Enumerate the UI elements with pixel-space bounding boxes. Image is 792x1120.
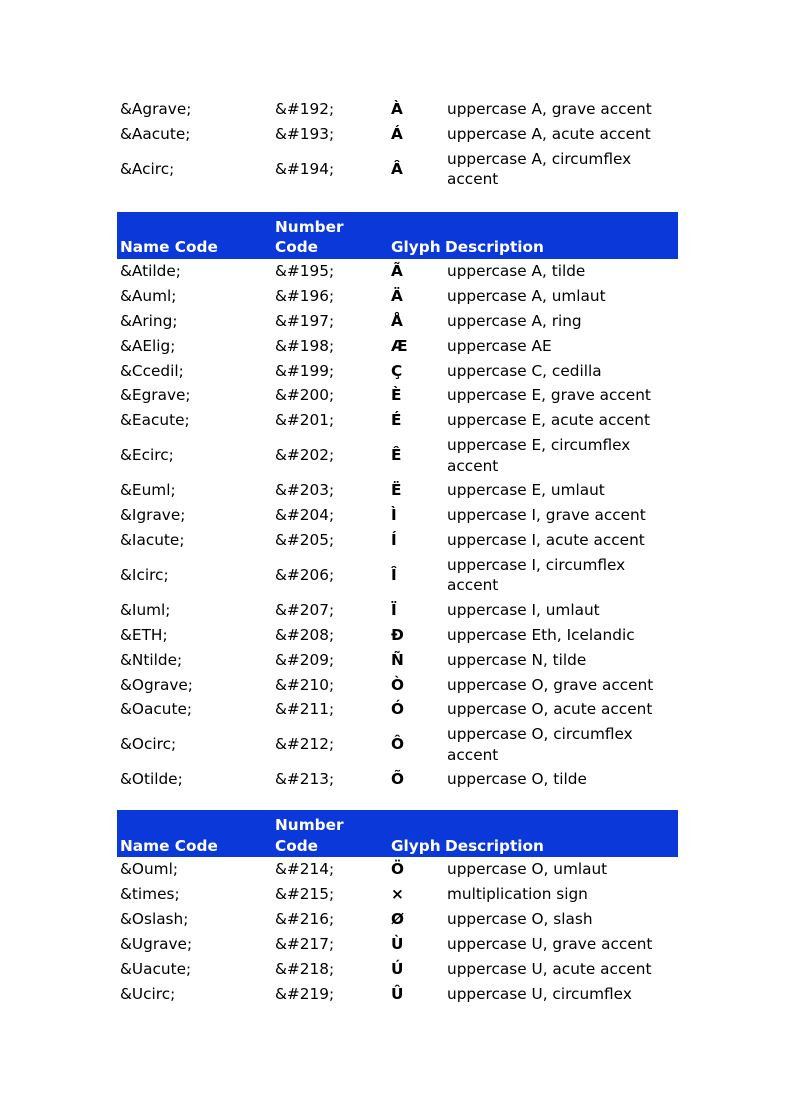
entity-description-cell: uppercase O, tilde: [447, 770, 587, 789]
entity-glyph-cell: Î: [391, 565, 397, 584]
table-row: [117, 309, 678, 334]
entity-glyph-cell: Ï: [391, 600, 397, 619]
entity-name-cell: &Ecirc;: [120, 446, 174, 465]
entity-glyph-cell: Ó: [391, 700, 405, 719]
entity-number-cell: &#198;: [275, 336, 335, 355]
entity-name-cell: &Ucirc;: [120, 984, 176, 1003]
entity-name-cell: &Eacute;: [120, 411, 190, 430]
entity-glyph-cell: Á: [391, 125, 403, 144]
entity-name-cell: &Acirc;: [120, 160, 175, 179]
entity-description-cell: uppercase O, slash: [447, 910, 593, 928]
entity-description-cell: uppercase N, tilde: [447, 650, 587, 669]
entity-description-cell: uppercase A, ring: [447, 311, 582, 330]
header-name-code: Name Code: [117, 810, 272, 857]
entity-glyph-cell: Ö: [391, 860, 405, 879]
entity-glyph-cell: Æ: [391, 336, 408, 355]
entity-glyph-cell: Ì: [391, 506, 397, 525]
entity-number-cell: &#212;: [275, 735, 335, 754]
entity-number-cell: &#200;: [275, 386, 335, 405]
entity-glyph-cell: Ò: [391, 675, 405, 694]
entity-number-cell: &#197;: [275, 311, 335, 330]
entity-glyph-cell: Â: [391, 160, 403, 179]
entity-description-cell: uppercase E, circumflex accent: [447, 436, 631, 475]
entity-name-cell: &Atilde;: [120, 261, 181, 280]
entity-description-cell: uppercase O, grave accent: [447, 675, 654, 694]
entity-name-cell: &Ouml;: [120, 860, 178, 879]
entity-glyph-cell: Ú: [391, 959, 404, 978]
entity-description-cell: uppercase I, grave accent: [447, 506, 646, 525]
entity-name-cell: &Uacute;: [120, 959, 192, 978]
entity-number-cell: &#195;: [275, 261, 335, 280]
entity-description-cell: uppercase E, acute accent: [447, 411, 650, 430]
entity-number-cell: &#206;: [275, 565, 335, 584]
table-row: [117, 672, 678, 697]
entity-name-cell: &Ograve;: [120, 675, 193, 694]
entity-table-2: [117, 212, 678, 792]
entity-glyph-cell: Õ: [391, 770, 405, 789]
entity-name-cell: &Oslash;: [120, 910, 189, 928]
table-row: [117, 553, 678, 598]
header-glyph: Glyph: [388, 212, 445, 259]
entity-name-cell: &times;: [120, 885, 180, 904]
entity-description-cell: uppercase C, cedilla: [447, 361, 602, 380]
entity-number-cell: &#215;: [275, 885, 335, 904]
entity-number-cell: &#202;: [275, 446, 335, 465]
entity-number-cell: &#207;: [275, 600, 335, 619]
entity-number-cell: &#211;: [275, 700, 335, 719]
header-name-code: Name Code: [117, 212, 272, 259]
table-row: [117, 857, 678, 882]
header-glyph: Glyph: [388, 810, 445, 857]
entity-table-continued: [117, 97, 678, 192]
entity-glyph-cell: Û: [391, 984, 404, 1003]
entity-number-cell: &#210;: [275, 675, 335, 694]
entity-description-cell: uppercase O, umlaut: [447, 860, 608, 879]
table-row: [117, 97, 678, 122]
entity-glyph-cell: ×: [391, 885, 404, 904]
table-row: [117, 433, 678, 478]
entity-glyph-cell: À: [391, 100, 403, 119]
table-row: [117, 623, 678, 648]
entity-glyph-cell: Ã: [391, 261, 403, 280]
entity-reference-page: [117, 97, 678, 1006]
entity-glyph-cell: Å: [391, 311, 403, 330]
entity-description-cell: uppercase I, acute accent: [447, 530, 645, 549]
table-row: [117, 408, 678, 433]
entity-glyph-cell: È: [391, 386, 402, 405]
entity-description-cell: multiplication sign: [447, 885, 588, 904]
entity-name-cell: &Auml;: [120, 286, 177, 305]
entity-number-cell: &#203;: [275, 481, 335, 500]
table-row: [117, 981, 678, 1006]
table-row: [117, 932, 678, 957]
table-row: [117, 957, 678, 982]
table-row: [117, 503, 678, 528]
entity-name-cell: &Ocirc;: [120, 735, 177, 754]
entity-name-cell: &Iuml;: [120, 600, 171, 619]
table-row: [117, 647, 678, 672]
entity-glyph-cell: Ä: [391, 286, 403, 305]
entity-number-cell: &#199;: [275, 361, 335, 380]
entity-name-cell: &Aring;: [120, 311, 178, 330]
entity-number-cell: &#219;: [275, 984, 335, 1003]
entity-name-cell: &AElig;: [120, 336, 176, 355]
table-gap: [117, 192, 678, 212]
entity-glyph-cell: É: [391, 411, 402, 430]
table-row: [117, 122, 678, 147]
entity-description-cell: uppercase O, acute accent: [447, 700, 653, 719]
header-description: Description: [445, 810, 678, 857]
entity-name-cell: &Ugrave;: [120, 934, 193, 953]
table-row: [117, 598, 678, 623]
entity-description-cell: uppercase I, umlaut: [447, 600, 600, 619]
entity-glyph-cell: Ø: [391, 910, 405, 928]
header-number-code: Number Code: [272, 212, 388, 259]
entity-number-cell: &#209;: [275, 650, 335, 669]
entity-name-cell: &ETH;: [120, 625, 168, 644]
table-row: [117, 478, 678, 503]
entity-description-cell: uppercase I, circumflex accent: [447, 555, 626, 595]
entity-number-cell: &#208;: [275, 625, 335, 644]
entity-glyph-cell: Í: [391, 530, 397, 549]
table-row: [117, 697, 678, 722]
entity-glyph-cell: Ç: [391, 361, 403, 380]
entity-number-cell: &#196;: [275, 286, 335, 305]
table-row: [117, 528, 678, 553]
table-row: [117, 767, 678, 792]
entity-number-cell: &#218;: [275, 959, 335, 978]
entity-number-cell: &#205;: [275, 530, 335, 549]
table-header-row: [117, 810, 678, 857]
entity-number-cell: &#214;: [275, 860, 335, 879]
entity-description-cell: uppercase A, tilde: [447, 261, 586, 280]
entity-description-cell: uppercase U, grave accent: [447, 934, 653, 953]
entity-description-cell: uppercase A, grave accent: [447, 100, 652, 119]
entity-name-cell: &Euml;: [120, 481, 176, 500]
header-description: Description: [445, 212, 678, 259]
entity-name-cell: &Egrave;: [120, 386, 191, 405]
entity-name-cell: &Igrave;: [120, 506, 186, 525]
entity-glyph-cell: Ð: [391, 625, 404, 644]
entity-number-cell: &#217;: [275, 934, 335, 953]
entity-number-cell: &#194;: [275, 160, 335, 179]
entity-description-cell: uppercase O, circumflex accent: [447, 725, 633, 764]
entity-number-cell: &#204;: [275, 506, 335, 525]
table-row: [117, 907, 678, 932]
table1-body: [117, 97, 678, 192]
entity-description-cell: uppercase A, circumflex accent: [447, 149, 632, 189]
table-header-row: [117, 212, 678, 259]
table-row: [117, 147, 678, 192]
entity-number-cell: &#213;: [275, 770, 335, 789]
entity-description-cell: uppercase E, umlaut: [447, 481, 605, 500]
entity-glyph-cell: Ô: [391, 735, 405, 754]
table-row: [117, 284, 678, 309]
entity-description-cell: uppercase AE: [447, 336, 552, 355]
table-row: [117, 333, 678, 358]
entity-description-cell: uppercase E, grave accent: [447, 386, 651, 405]
entity-table-3: [117, 810, 678, 1006]
table-row: [117, 383, 678, 408]
entity-glyph-cell: Ë: [391, 481, 402, 500]
header-number-code: Number Code: [272, 810, 388, 857]
entity-name-cell: &Icirc;: [120, 565, 169, 584]
entity-description-cell: uppercase Eth, Icelandic: [447, 625, 635, 644]
entity-name-cell: &Otilde;: [120, 770, 183, 789]
entity-name-cell: &Agrave;: [120, 100, 192, 119]
entity-description-cell: uppercase A, acute accent: [447, 125, 651, 144]
table-gap: [117, 792, 678, 810]
entity-number-cell: &#192;: [275, 100, 335, 119]
entity-name-cell: &Aacute;: [120, 125, 191, 144]
table-row: [117, 259, 678, 284]
entity-glyph-cell: Ù: [391, 934, 404, 953]
entity-number-cell: &#216;: [275, 910, 335, 928]
entity-glyph-cell: Ñ: [391, 650, 404, 669]
table2-body: [117, 259, 678, 792]
entity-number-cell: &#193;: [275, 125, 335, 144]
entity-name-cell: &Ntilde;: [120, 650, 183, 669]
entity-description-cell: uppercase A, umlaut: [447, 286, 606, 305]
entity-glyph-cell: Ê: [391, 446, 402, 465]
entity-description-cell: uppercase U, circumflex: [447, 984, 632, 1003]
table-row: [117, 722, 678, 767]
entity-name-cell: &Oacute;: [120, 700, 193, 719]
table-row: [117, 358, 678, 383]
entity-description-cell: uppercase U, acute accent: [447, 959, 652, 978]
entity-name-cell: &Iacute;: [120, 530, 185, 549]
entity-number-cell: &#201;: [275, 411, 335, 430]
table-row: [117, 882, 678, 907]
entity-name-cell: &Ccedil;: [120, 361, 184, 380]
table3-body: [117, 857, 678, 1006]
